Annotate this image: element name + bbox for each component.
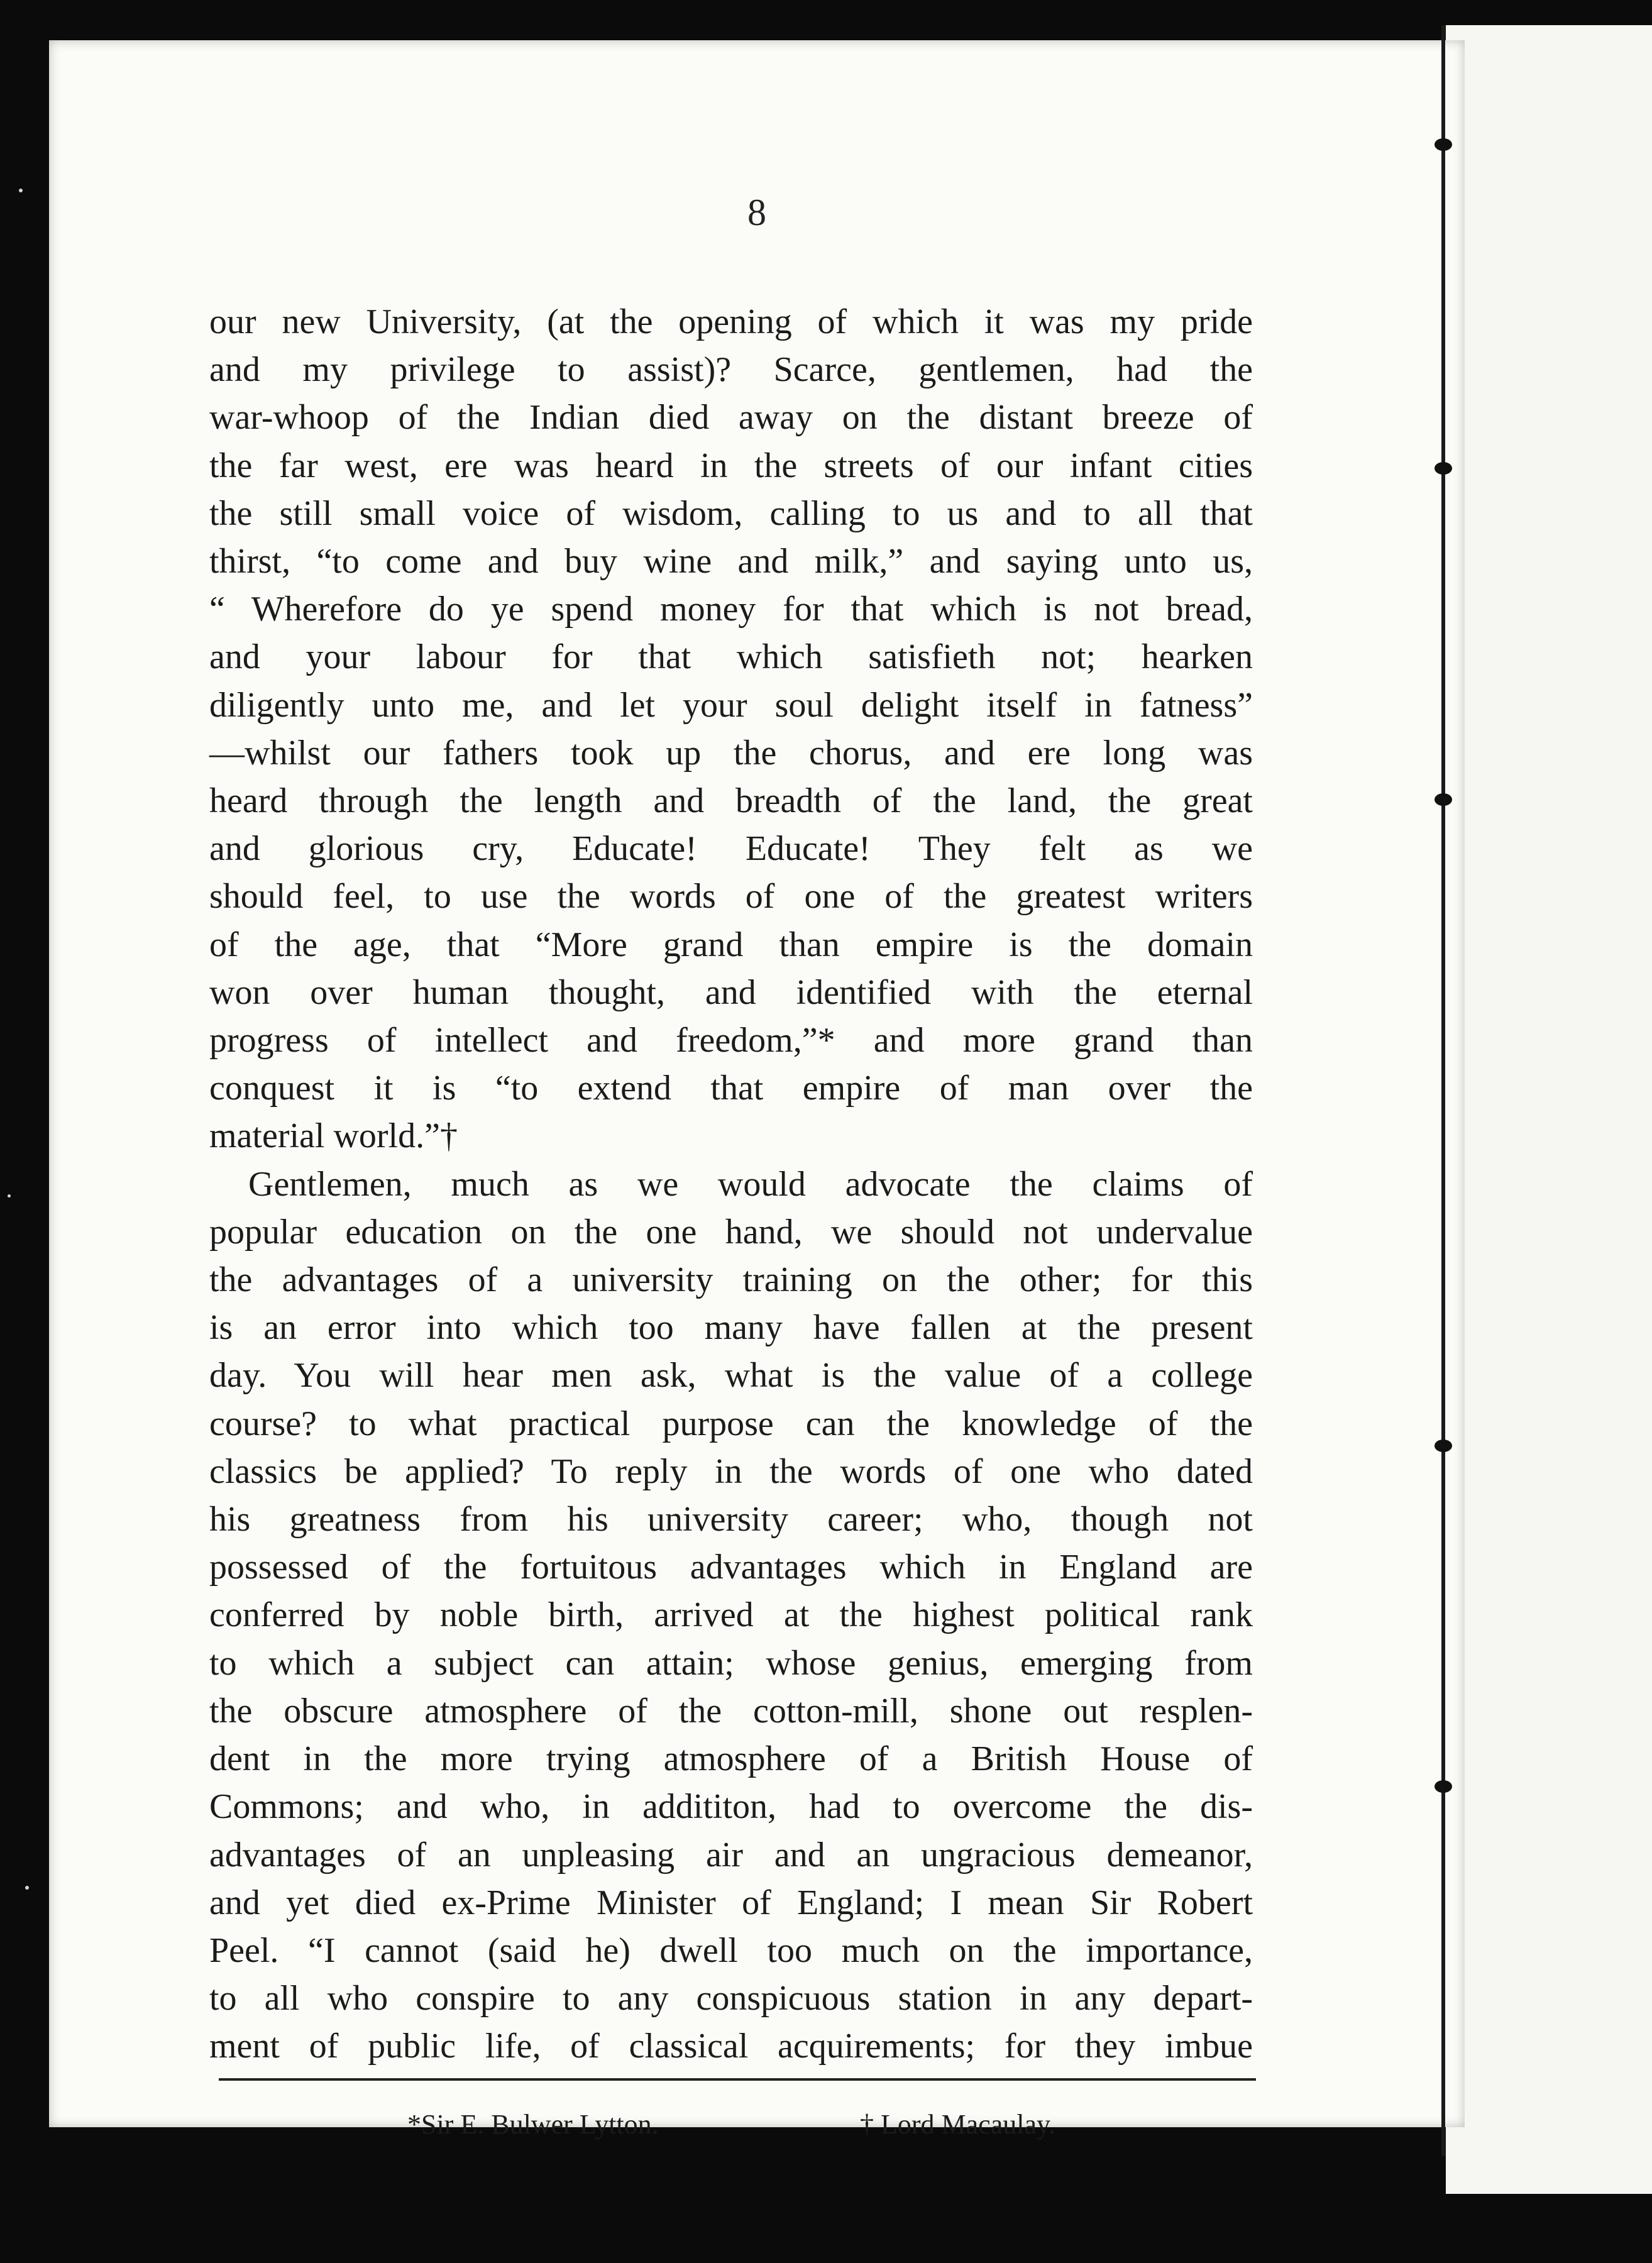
binding-mark bbox=[1434, 462, 1452, 475]
text-line: possessed of the fortuitous advantages which in England are bbox=[209, 1548, 1253, 1587]
text-line: progress of intellect and freedom,”* and more grand than bbox=[209, 1021, 1253, 1060]
text-line: material world.”† bbox=[209, 1116, 458, 1156]
text-line: the advantages of a university training on the other; for this bbox=[209, 1260, 1253, 1300]
text-line: and yet died ex-Prime Minister of England; I mean Sir Robert bbox=[209, 1883, 1253, 1922]
adjacent-page-edge bbox=[1446, 25, 1652, 2194]
binding-mark bbox=[1434, 793, 1452, 806]
scan-speck bbox=[19, 189, 23, 192]
scan-speck bbox=[25, 1886, 29, 1890]
text-line: to all who conspire to any conspicuous station in any depart- bbox=[209, 1979, 1253, 2018]
text-line: conquest it is “to extend that empire of man over the bbox=[209, 1069, 1253, 1108]
binding-mark bbox=[1434, 1780, 1452, 1793]
text-line: advantages of an unpleasing air and an ungracious demeanor, bbox=[209, 1835, 1253, 1875]
text-line: and your labour for that which satisfieth not; hearken bbox=[209, 637, 1253, 677]
text-line: of the age, that “More grand than empire is the domain bbox=[209, 925, 1253, 964]
footnote-1: *Sir E. Bulwer Lytton. bbox=[407, 2109, 659, 2140]
footnote-2: † Lord Macaulay. bbox=[860, 2109, 1056, 2140]
page-number: 8 bbox=[747, 192, 766, 233]
text-line: course? to what practical purpose can the knowledge of the bbox=[209, 1404, 1253, 1443]
text-line: “ Wherefore do ye spend money for that which is not bread, bbox=[209, 590, 1253, 629]
body-text bbox=[209, 298, 1253, 2071]
text-line: should feel, to use the words of one of the greatest writers bbox=[209, 877, 1253, 917]
paragraph-2 bbox=[209, 1160, 1253, 2071]
text-line: won over human thought, and identified with the eternal bbox=[209, 972, 1253, 1012]
footnote-rule bbox=[219, 2078, 1256, 2081]
text-line: the far west, ere was heard in the streets of our infant cities bbox=[209, 446, 1253, 485]
document-page bbox=[49, 40, 1465, 2140]
text-line: conferred by noble birth, arrived at the highest political rank bbox=[209, 1595, 1253, 1635]
text-line: thirst, “to come and buy wine and milk,” and saying unto us, bbox=[209, 542, 1253, 581]
text-line: and my privilege to assist)? Scarce, gentlemen, had the bbox=[209, 350, 1253, 390]
text-line: popular education on the one hand, we should not undervalue bbox=[209, 1212, 1253, 1252]
text-line: —whilst our fathers took up the chorus, and ere long was bbox=[209, 733, 1253, 773]
text-line: our new University, (at the opening of which it was my pride bbox=[209, 302, 1253, 341]
binding-mark bbox=[1434, 138, 1452, 151]
scan-speck bbox=[8, 1194, 11, 1198]
text-line: dent in the more trying atmosphere of a British House of bbox=[209, 1739, 1253, 1779]
binding-mark bbox=[1434, 1440, 1452, 1452]
text-line: Peel. “I cannot (said he) dwell too much on the importance, bbox=[209, 1930, 1253, 1970]
text-line: is an error into which too many have fallen at the present bbox=[209, 1308, 1253, 1348]
text-line: the still small voice of wisdom, calling to us and to all that bbox=[209, 493, 1253, 533]
text-line: Commons; and who, in addititon, had to overcome the dis- bbox=[209, 1787, 1253, 1827]
text-line: ment of public life, of classical acquirements; for they imbue bbox=[209, 2027, 1253, 2066]
text-line: and glorious cry, Educate! Educate! They felt as we bbox=[209, 829, 1253, 869]
paragraph-1 bbox=[209, 298, 1253, 1160]
text-line: heard through the length and breadth of the land, the great bbox=[209, 781, 1253, 821]
text-line: his greatness from his university career; who, though not bbox=[209, 1500, 1253, 1539]
text-line: diligently unto me, and let your soul delight itself in fatness” bbox=[209, 685, 1253, 725]
text-line: to which a subject can attain; whose genius, emerging from bbox=[209, 1643, 1253, 1683]
text-line: day. You will hear men ask, what is the value of a college bbox=[209, 1356, 1253, 1396]
text-line: the obscure atmosphere of the cotton-mill, shone out resplen- bbox=[209, 1691, 1253, 1731]
text-line: Gentlemen, much as we would advocate the claims of bbox=[248, 1164, 1253, 1204]
text-line: war-whoop of the Indian died away on the distant breeze of bbox=[209, 398, 1253, 438]
text-line: classics be applied? To reply in the words of one who dated bbox=[209, 1451, 1253, 1491]
binding-edge bbox=[1441, 25, 1445, 2156]
